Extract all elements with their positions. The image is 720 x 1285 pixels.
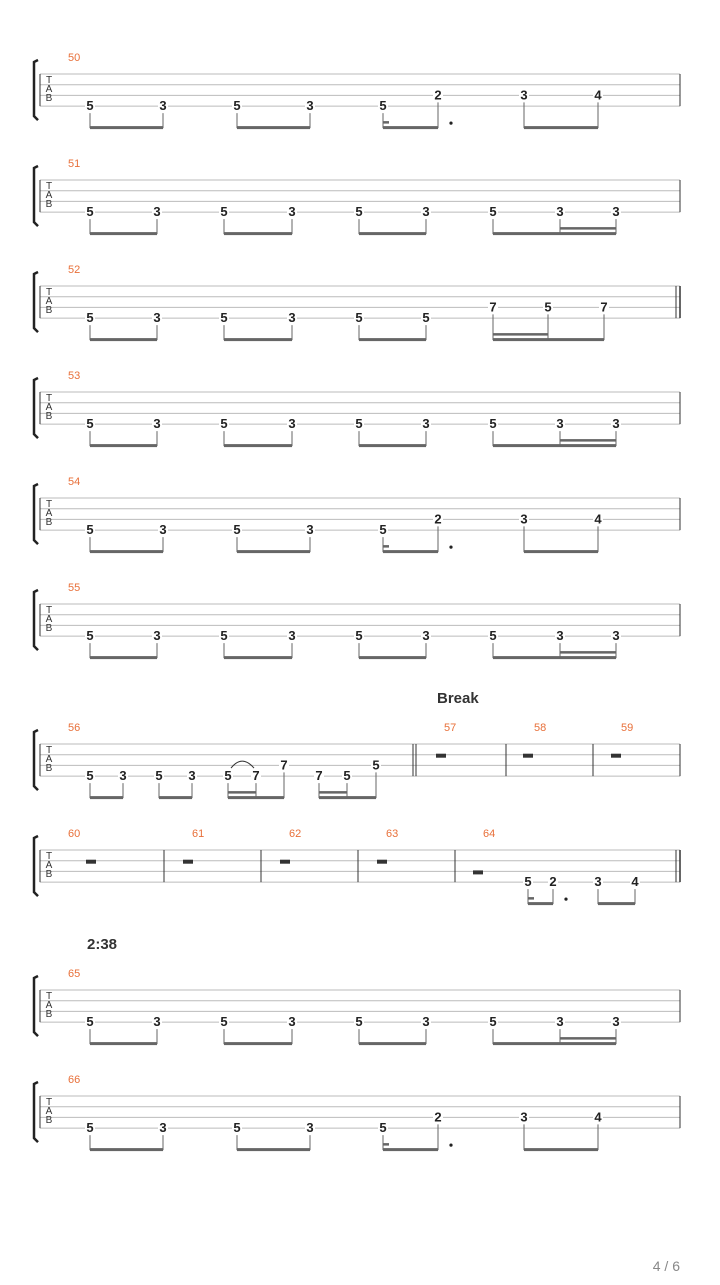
beam [224, 444, 292, 447]
fret-number: 3 [288, 416, 296, 432]
fret-number: 3 [288, 204, 296, 220]
beam [90, 550, 163, 553]
fret-number: 5 [489, 628, 497, 644]
measure-number: 52 [68, 264, 81, 276]
beam [493, 338, 604, 341]
whole-rest [183, 860, 193, 864]
fret-number: 3 [288, 1014, 296, 1030]
tab-clef-letter: T [45, 499, 53, 510]
system-bracket [34, 730, 38, 790]
fret-number: 7 [315, 768, 323, 784]
measure-number: 64 [483, 828, 496, 840]
fret-number: 5 [86, 628, 94, 644]
measure-number: 56 [68, 722, 81, 734]
fret-number: 5 [379, 1120, 387, 1136]
fret-number: 3 [306, 522, 314, 538]
tab-clef-letter: B [45, 93, 53, 104]
fret-number: 3 [520, 87, 528, 103]
beam [90, 338, 157, 341]
fret-number: 3 [153, 1014, 161, 1030]
beam-secondary [560, 227, 616, 230]
rhythm-dot [449, 546, 452, 549]
measure-number: 59 [621, 722, 634, 734]
fret-number: 3 [556, 628, 564, 644]
beam [90, 1042, 157, 1045]
tab-clef-letter: T [45, 991, 53, 1002]
tab-clef-letter: A [45, 296, 53, 307]
fret-number: 4 [631, 874, 639, 890]
fret-number: 5 [355, 204, 363, 220]
tab-clef-letter: A [45, 614, 53, 625]
fret-number: 4 [594, 1109, 602, 1125]
fret-number: 5 [86, 204, 94, 220]
beam [228, 796, 284, 799]
beam [90, 1148, 163, 1151]
beam-hook [383, 1143, 389, 1146]
tab-clef-letter: B [45, 1009, 53, 1020]
fret-number: 5 [233, 1120, 241, 1136]
fret-number: 3 [556, 204, 564, 220]
beam [493, 1042, 616, 1045]
fret-number: 5 [86, 310, 94, 326]
fret-number: 5 [343, 768, 351, 784]
tab-clef-letter: T [45, 745, 53, 756]
tab-clef-letter: T [45, 75, 53, 86]
fret-number: 3 [612, 204, 620, 220]
tab-clef-letter: B [45, 869, 53, 880]
rhythm-dot [564, 898, 567, 901]
beam-secondary [319, 791, 347, 794]
fret-number: 3 [520, 511, 528, 527]
system-bracket [34, 590, 38, 650]
tab-clef-letter: T [45, 181, 53, 192]
beam [524, 550, 598, 553]
fret-number: 4 [594, 87, 602, 103]
tab-clef-letter: B [45, 1115, 53, 1126]
fret-number: 3 [159, 522, 167, 538]
system-bracket [34, 378, 38, 438]
fret-number: 5 [355, 416, 363, 432]
fret-number: 3 [422, 204, 430, 220]
system-bracket [34, 1082, 38, 1142]
fret-number: 3 [556, 416, 564, 432]
fret-number: 3 [422, 628, 430, 644]
fret-number: 5 [86, 1120, 94, 1136]
whole-rest [280, 860, 290, 864]
fret-number: 5 [355, 310, 363, 326]
beam [493, 656, 616, 659]
beam [224, 338, 292, 341]
fret-number: 2 [434, 511, 442, 527]
fret-number: 5 [155, 768, 163, 784]
fret-number: 5 [86, 768, 94, 784]
measure-number: 66 [68, 1074, 81, 1086]
beam [359, 1042, 426, 1045]
beam [524, 126, 598, 129]
fret-number: 3 [556, 1014, 564, 1030]
rhythm-dot [449, 1144, 452, 1147]
beam-hook [383, 121, 389, 124]
measure-number: 53 [68, 370, 81, 382]
measure-number: 61 [192, 828, 205, 840]
beam [237, 550, 310, 553]
beam [159, 796, 192, 799]
tab-clef-letter: A [45, 860, 53, 871]
system-bracket [34, 836, 38, 896]
beam-secondary [560, 439, 616, 442]
fret-number: 2 [434, 87, 442, 103]
fret-number: 3 [188, 768, 196, 784]
fret-number: 3 [153, 310, 161, 326]
tab-clef-letter: B [45, 623, 53, 634]
system-bracket [34, 976, 38, 1036]
beam [224, 232, 292, 235]
beam [224, 1042, 292, 1045]
fret-number: 3 [422, 1014, 430, 1030]
system-bracket [34, 166, 38, 226]
fret-number: 5 [86, 1014, 94, 1030]
fret-number: 3 [153, 628, 161, 644]
beam [493, 444, 616, 447]
fret-number: 2 [434, 1109, 442, 1125]
beam-hook [528, 897, 534, 900]
beam [493, 232, 616, 235]
section-label-time: 2:38 [87, 936, 118, 953]
whole-rest [86, 860, 96, 864]
measure-number: 55 [68, 582, 81, 594]
beam-secondary [560, 651, 616, 654]
beam-secondary [493, 333, 548, 336]
tab-clef-letter: T [45, 1097, 53, 1108]
fret-number: 5 [220, 628, 228, 644]
beam [359, 656, 426, 659]
fret-number: 3 [159, 1120, 167, 1136]
measure-number: 60 [68, 828, 81, 840]
fret-number: 7 [252, 768, 260, 784]
fret-number: 5 [86, 98, 94, 114]
beam [359, 232, 426, 235]
beam [224, 656, 292, 659]
fret-number: 3 [153, 204, 161, 220]
fret-number: 5 [372, 757, 380, 773]
whole-rest [523, 754, 533, 758]
system-bracket [34, 484, 38, 544]
measure-number: 54 [68, 476, 81, 488]
beam [598, 902, 635, 905]
fret-number: 5 [489, 1014, 497, 1030]
tab-clef-letter: A [45, 190, 53, 201]
system-bracket [34, 60, 38, 120]
measure-number: 62 [289, 828, 302, 840]
fret-number: 5 [524, 874, 532, 890]
fret-number: 3 [159, 98, 167, 114]
beam [90, 796, 123, 799]
fret-number: 3 [306, 98, 314, 114]
tab-clef-letter: A [45, 402, 53, 413]
fret-number: 3 [306, 1120, 314, 1136]
tab-clef-letter: A [45, 754, 53, 765]
whole-rest [377, 860, 387, 864]
whole-rest [611, 754, 621, 758]
tab-clef-letter: B [45, 517, 53, 528]
tab-clef-letter: T [45, 851, 53, 862]
fret-number: 5 [233, 98, 241, 114]
measure-number: 65 [68, 968, 81, 980]
fret-number: 5 [86, 416, 94, 432]
measure-number: 58 [534, 722, 547, 734]
beam [90, 656, 157, 659]
fret-number: 5 [422, 310, 430, 326]
beam [359, 338, 426, 341]
beam [237, 126, 310, 129]
fret-number: 2 [549, 874, 557, 890]
fret-number: 5 [220, 416, 228, 432]
tab-clef-letter: T [45, 393, 53, 404]
fret-number: 3 [612, 628, 620, 644]
fret-number: 3 [520, 1109, 528, 1125]
fret-number: 7 [600, 299, 608, 315]
fret-number: 5 [544, 299, 552, 315]
beam [383, 550, 438, 553]
fret-number: 5 [220, 204, 228, 220]
tab-clef-letter: A [45, 84, 53, 95]
fret-number: 5 [220, 1014, 228, 1030]
slur-arc [231, 761, 254, 768]
fret-number: 5 [355, 1014, 363, 1030]
tab-clef-letter: T [45, 605, 53, 616]
tab-clef-letter: T [45, 287, 53, 298]
tab-clef-letter: B [45, 411, 53, 422]
fret-number: 4 [594, 511, 602, 527]
fret-number: 3 [288, 628, 296, 644]
beam [319, 796, 376, 799]
fret-number: 3 [612, 416, 620, 432]
fret-number: 7 [489, 299, 497, 315]
tab-clef-letter: A [45, 1106, 53, 1117]
fret-number: 7 [280, 757, 288, 773]
tab-clef-letter: B [45, 305, 53, 316]
fret-number: 3 [422, 416, 430, 432]
measure-number: 51 [68, 158, 81, 170]
beam-secondary [228, 791, 256, 794]
fret-number: 5 [220, 310, 228, 326]
beam [90, 126, 163, 129]
fret-number: 5 [355, 628, 363, 644]
beam [528, 902, 553, 905]
fret-number: 5 [379, 98, 387, 114]
beam [524, 1148, 598, 1151]
page-number: 4 / 6 [652, 1258, 680, 1274]
rhythm-dot [449, 122, 452, 125]
beam-hook [383, 545, 389, 548]
beam [383, 126, 438, 129]
fret-number: 3 [153, 416, 161, 432]
fret-number: 3 [612, 1014, 620, 1030]
fret-number: 3 [594, 874, 602, 890]
fret-number: 3 [119, 768, 127, 784]
section-label-break: Break [437, 690, 479, 707]
tab-clef-letter: B [45, 199, 53, 210]
measure-number: 63 [386, 828, 399, 840]
beam [90, 232, 157, 235]
beam [383, 1148, 438, 1151]
tab-clef-letter: A [45, 1000, 53, 1011]
fret-number: 5 [379, 522, 387, 538]
measure-number: 50 [68, 52, 81, 64]
measure-number: 57 [444, 722, 457, 734]
beam [359, 444, 426, 447]
system-bracket [34, 272, 38, 332]
fret-number: 5 [224, 768, 232, 784]
tab-clef-letter: B [45, 763, 53, 774]
fret-number: 5 [489, 204, 497, 220]
whole-rest [473, 870, 483, 874]
whole-rest [436, 754, 446, 758]
fret-number: 5 [489, 416, 497, 432]
beam-secondary [560, 1037, 616, 1040]
beam [90, 444, 157, 447]
tab-clef-letter: A [45, 508, 53, 519]
fret-number: 3 [288, 310, 296, 326]
beam [237, 1148, 310, 1151]
fret-number: 5 [86, 522, 94, 538]
fret-number: 5 [233, 522, 241, 538]
